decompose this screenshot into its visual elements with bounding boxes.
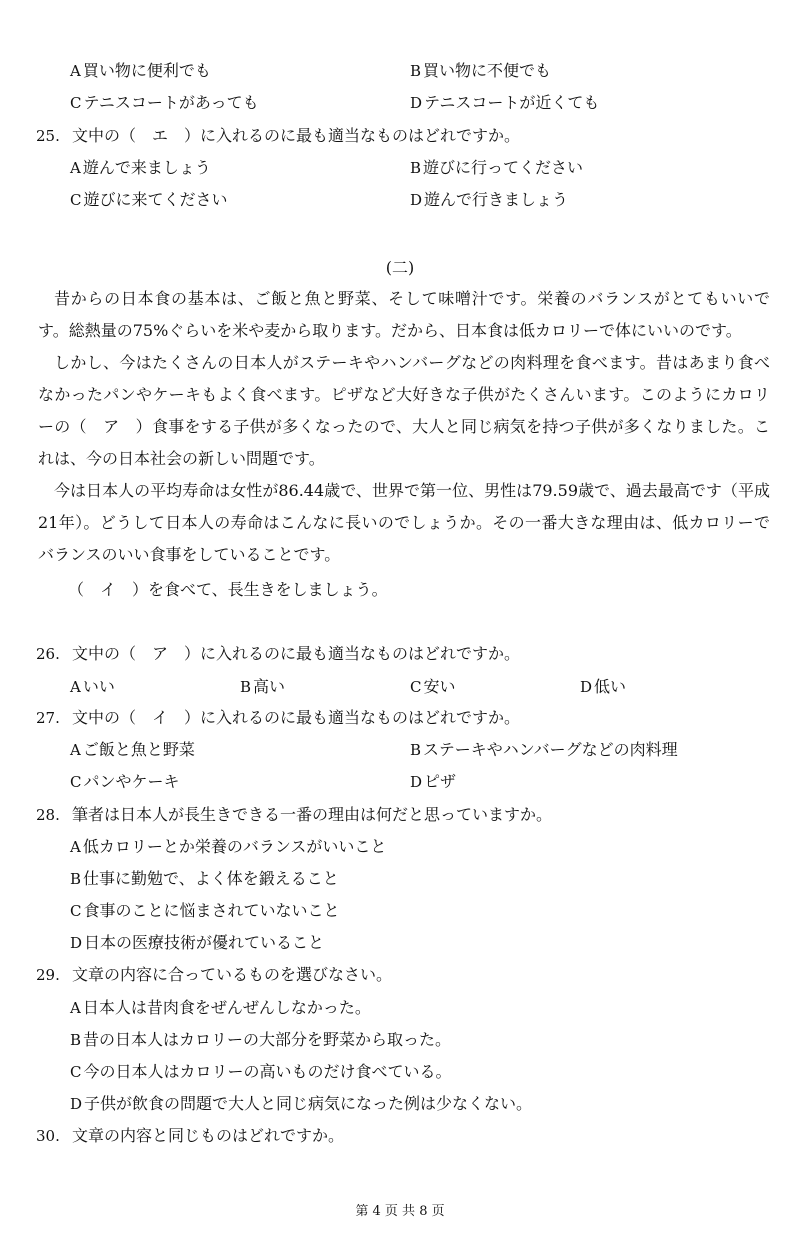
option-text: 安い [423, 677, 456, 696]
option-letter: B [70, 870, 82, 888]
option-letter: A [70, 838, 81, 856]
option-letter: D [410, 773, 423, 791]
question-number: 30. [36, 1127, 60, 1145]
option-letter: B [410, 62, 422, 80]
option-text: パンやケーキ [83, 772, 180, 791]
option-letter: D [410, 191, 423, 209]
question-27 [36, 707, 520, 729]
option-text: 日本人は昔肉食をぜんぜんしなかった。 [82, 998, 371, 1017]
option-letter: B [240, 678, 252, 696]
question-text: 文中の（ エ ）に入れるのに最も適当なものはどれですか。 [72, 126, 521, 145]
q28-option-d [70, 932, 324, 954]
option-text: ピザ [424, 772, 457, 791]
option-text: テニスコートが近くても [424, 93, 600, 112]
q26-option-a [70, 676, 115, 698]
q29-option-b [70, 1029, 451, 1051]
q26-option-c [410, 676, 456, 698]
q24-option-c [70, 92, 259, 114]
option-text: 仕事に勤勉で、よく体を鍛えること [83, 869, 339, 888]
q27-option-b [410, 739, 678, 761]
reading-passage [38, 283, 770, 571]
q27-option-c [70, 771, 180, 793]
passage-paragraph: しかし、今はたくさんの日本人がステーキやハンバーグなどの肉料理を食べます。昔はあまり食べなかったパンやケーキもよく食べます。ピザなど大好きな子供がたくさんいます。このようにカロリーの（ ア ）食事をする子供が多くなったので、大人と同じ病気を持つ子供が多くなりました。これは、今の日本社会の新しい問題です。 [38, 353, 770, 468]
question-30 [36, 1125, 344, 1147]
question-number: 26. [36, 645, 60, 663]
option-text: 食事のことに悩まされていないこと [83, 901, 340, 920]
question-number: 28. [36, 806, 60, 824]
question-29 [36, 964, 392, 986]
option-letter: D [70, 934, 83, 952]
option-text: 昔の日本人はカロリーの大部分を野菜から取った。 [83, 1030, 452, 1049]
option-letter: C [70, 94, 82, 112]
question-text: 文中の（ イ ）に入れるのに最も適当なものはどれですか。 [72, 708, 521, 727]
option-letter: D [70, 1095, 83, 1113]
option-text: テニスコートがあっても [83, 93, 259, 112]
q25-option-a [70, 157, 211, 179]
option-text: 買い物に便利でも [82, 61, 211, 80]
option-letter: A [70, 999, 81, 1017]
option-letter: A [70, 741, 81, 759]
option-text: 遊んで行きましょう [424, 190, 569, 209]
q24-option-a [70, 60, 211, 82]
passage-closing-line: （ イ ）を食べて、長生きをしましょう。 [68, 580, 388, 599]
option-text: 今の日本人はカロリーの高いものだけ食べている。 [83, 1062, 452, 1081]
q24-option-b [410, 60, 551, 82]
question-text: 文章の内容に合っているものを選びなさい。 [72, 965, 393, 984]
q25-option-b [410, 157, 583, 179]
option-letter: D [580, 678, 593, 696]
option-text: ステーキやハンバーグなどの肉料理 [423, 740, 678, 759]
q27-option-d [410, 771, 456, 793]
option-text: ご飯と魚と野菜 [82, 740, 195, 759]
option-text: 高い [253, 677, 286, 696]
q29-option-d [70, 1093, 532, 1115]
question-number: 25. [36, 127, 60, 145]
option-letter: B [410, 159, 422, 177]
option-letter: B [70, 1031, 82, 1049]
question-number: 27. [36, 709, 60, 727]
q28-option-a [70, 836, 386, 858]
passage-paragraph: 今は日本人の平均寿命は女性が86.44歳で、世界で第一位、男性は79.59歳で、過去最高です（平成21年）。どうして日本人の寿命はこんなに長いのでしょうか。その一番大きな理由は、低カロリーでバランスのいい食事をしていることです。 [38, 481, 770, 564]
section-title: (二) [385, 258, 415, 277]
option-letter: A [70, 62, 81, 80]
q28-option-b [70, 868, 339, 890]
option-text: 買い物に不便でも [423, 61, 552, 80]
passage-paragraph: 昔からの日本食の基本は、ご飯と魚と野菜、そして味噌汁です。栄養のバランスがとてもいいです。総熱量の75%ぐらいを米や麦から取ります。だから、日本食は低カロリーで体にいいのです。 [38, 289, 770, 340]
q27-option-a [70, 739, 195, 761]
q26-option-d [580, 676, 626, 698]
q25-option-c [70, 189, 228, 211]
option-letter: A [70, 678, 81, 696]
question-28 [36, 804, 552, 826]
question-number: 29. [36, 966, 60, 984]
option-text: 低カロリーとか栄養のバランスがいいこと [82, 837, 387, 856]
option-text: 子供が飲食の問題で大人と同じ病気になった例は少なくない。 [84, 1094, 533, 1113]
option-text: 遊びに行ってください [423, 158, 584, 177]
question-text: 筆者は日本人が長生きできる一番の理由は何だと思っていますか。 [72, 805, 553, 824]
option-text: 遊んで来ましょう [82, 158, 211, 177]
option-text: いい [82, 677, 115, 696]
option-text: 遊びに来てください [83, 190, 228, 209]
option-letter: C [410, 678, 422, 696]
q29-option-c [70, 1061, 452, 1083]
question-text: 文中の（ ア ）に入れるのに最も適当なものはどれですか。 [72, 644, 521, 663]
q28-option-c [70, 900, 340, 922]
option-letter: C [70, 773, 82, 791]
option-letter: B [410, 741, 422, 759]
question-text: 文章の内容と同じものはどれですか。 [72, 1126, 345, 1145]
option-letter: C [70, 902, 82, 920]
option-letter: C [70, 191, 82, 209]
q24-option-d [410, 92, 599, 114]
option-letter: D [410, 94, 423, 112]
q26-option-b [240, 676, 285, 698]
question-26 [36, 643, 520, 665]
q25-option-d [410, 189, 568, 211]
page-footer: 第 4 页 共 8 页 [355, 1204, 445, 1219]
q29-option-a [70, 997, 371, 1019]
option-letter: A [70, 159, 81, 177]
question-25 [36, 125, 520, 147]
option-text: 低い [594, 677, 627, 696]
option-letter: C [70, 1063, 82, 1081]
option-text: 日本の医療技術が優れていること [84, 933, 325, 952]
